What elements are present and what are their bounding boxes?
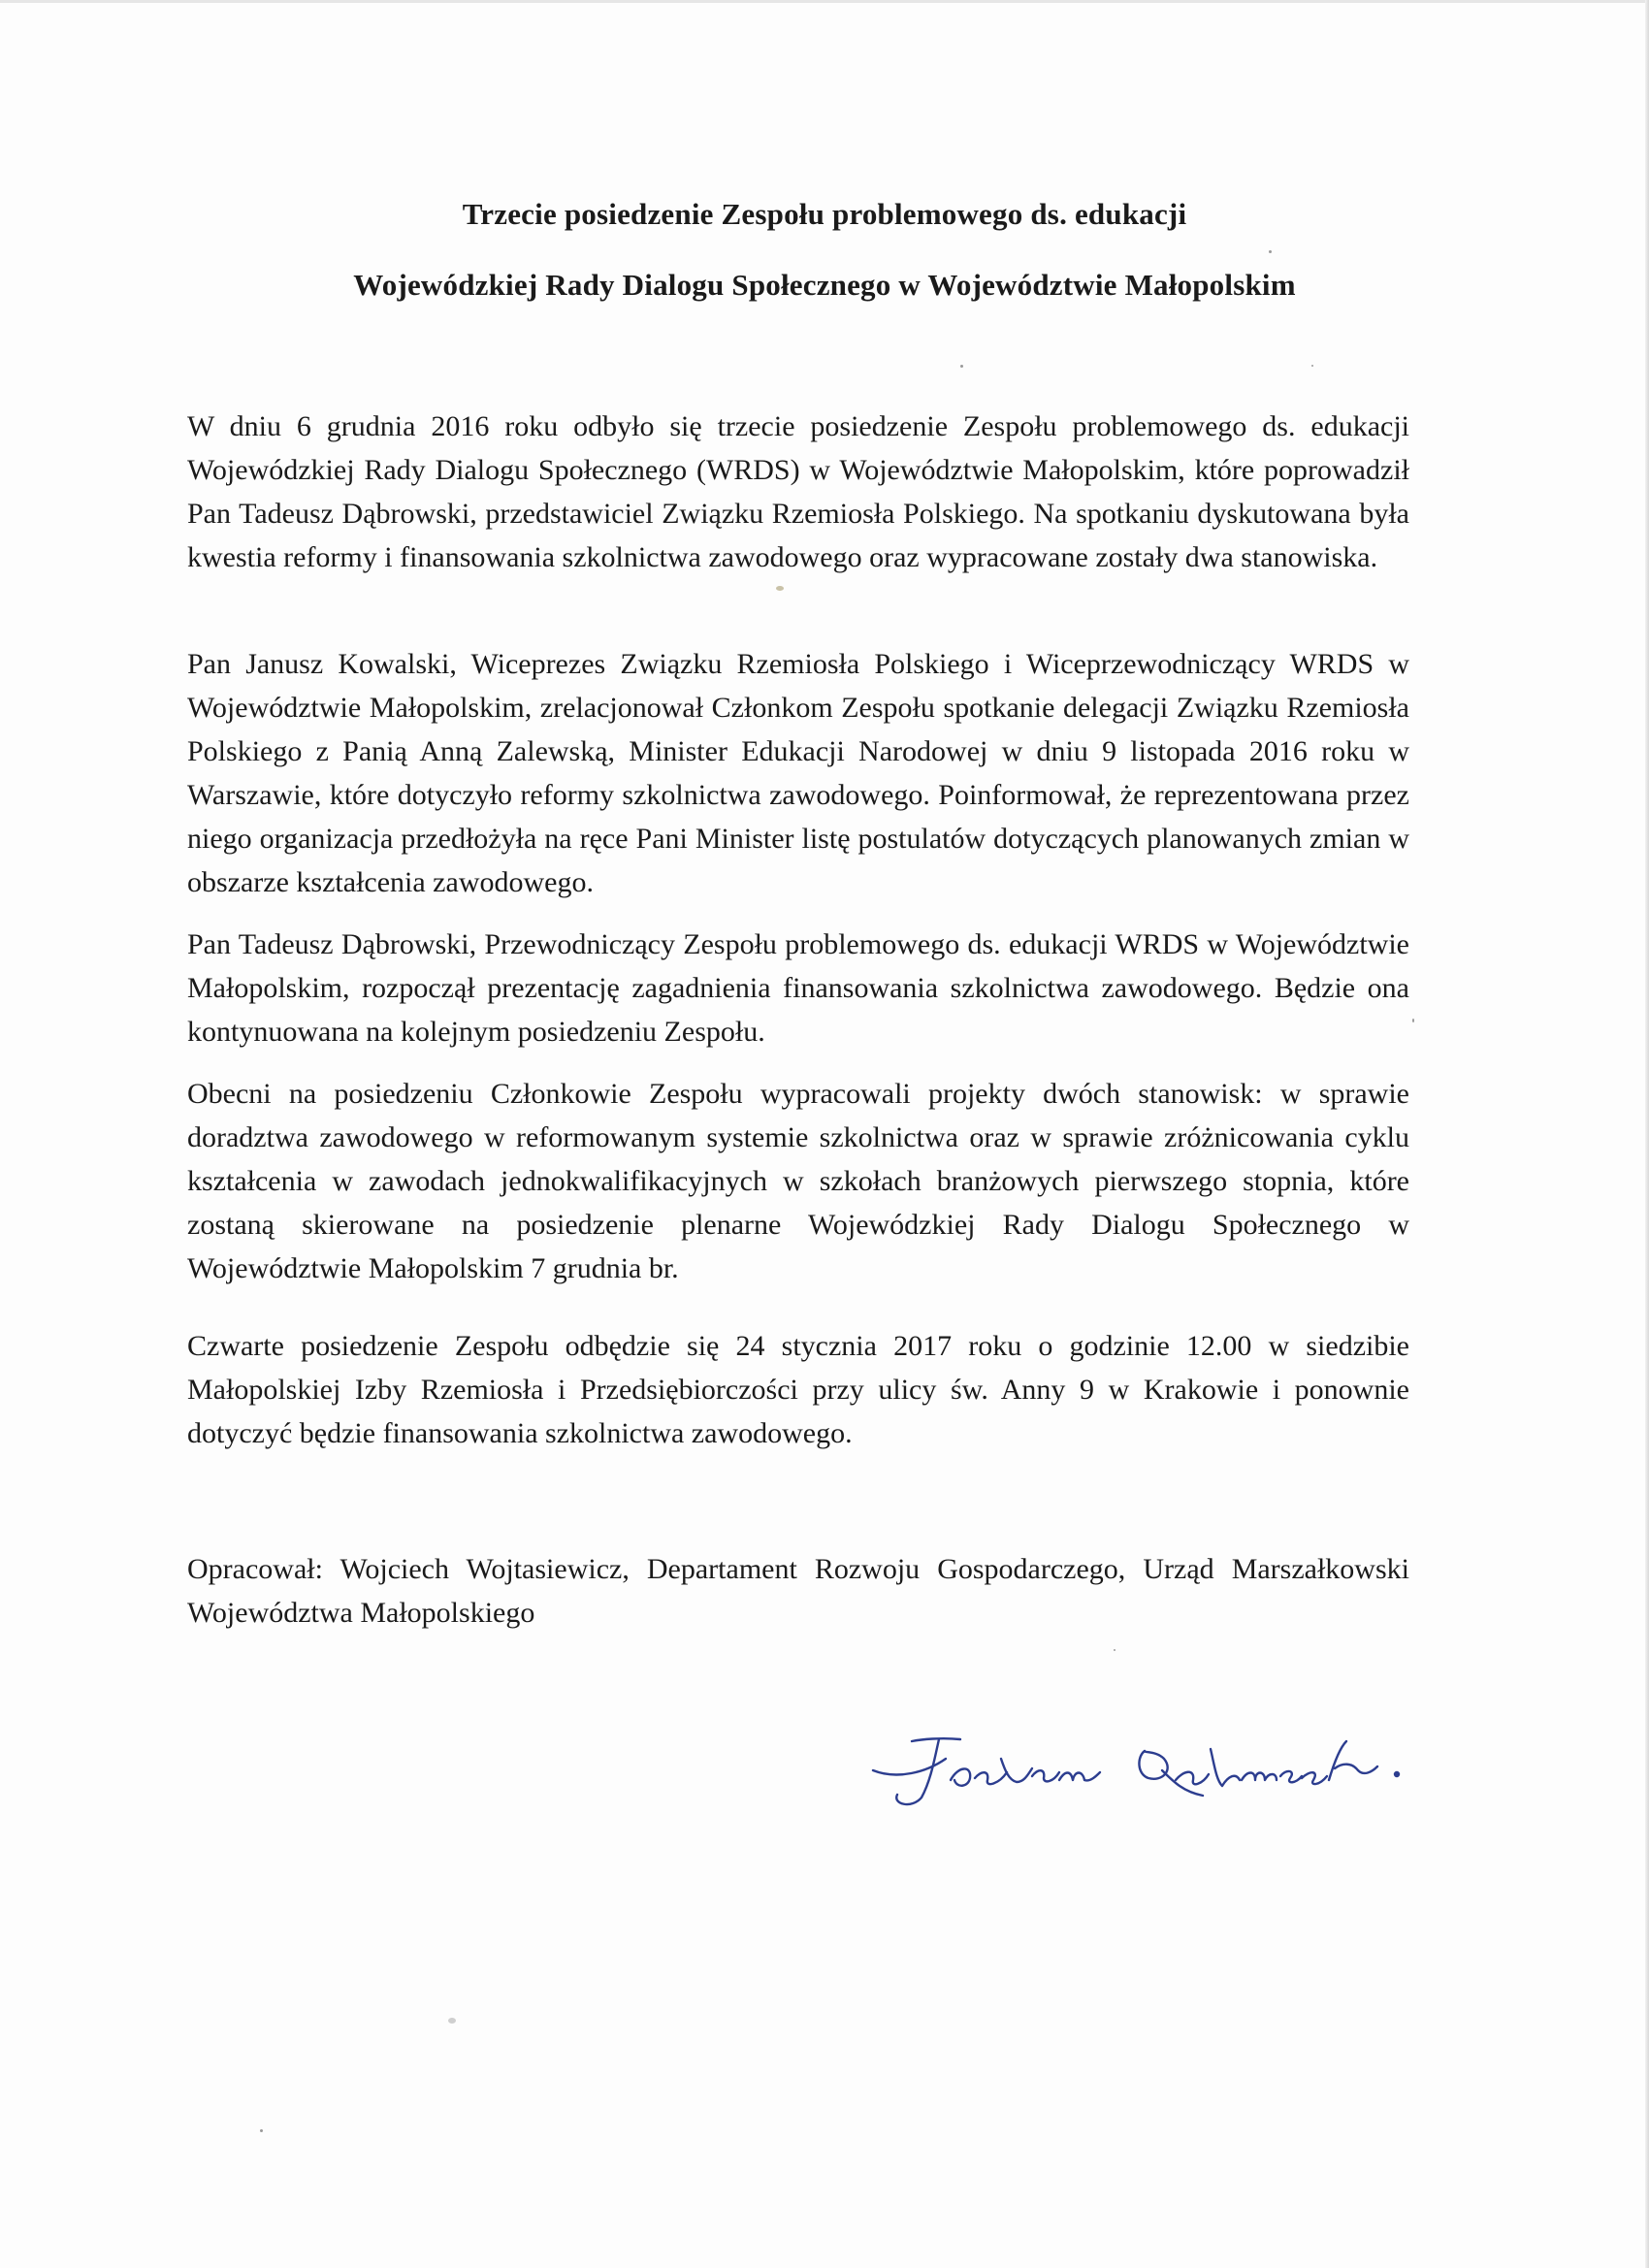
scan-speck: [776, 586, 784, 591]
paragraph-prepared-by: Opracował: Wojciech Wojtasiewicz, Departament Rozwoju Gospodarczego, Urząd Marszałkowski Województwa Małopolskiego: [187, 1553, 1409, 1629]
scan-speck: [448, 2018, 456, 2024]
scan-speck: [960, 365, 963, 368]
paragraph-kowalski-report: Pan Janusz Kowalski, Wiceprezes Związku Rzemiosła Polskiego i Wiceprzewodniczący WRDS w Województwie Małopolskim, zrelacjonował Członkom Zespołu spotkanie delegacji Związku Rzemiosła Polskiego z Panią Anną Zalewską, Minister Edukacji Narodowej w dniu 9 listopada 2016 roku w Warszawie, które dotyczyło reformy szkolnictwa zawodowego. Poinformował, że reprezentowana przez niego organizacja przedłożyła na ręce Pani Minister listę postulatów dotyczących planowanych zmian w obszarze kształcenia zawodowego.: [187, 648, 1409, 898]
paragraph-dabrowski-presentation: Pan Tadeusz Dąbrowski, Przewodniczący Zespołu problemowego ds. edukacji WRDS w Województwie Małopolskim, rozpoczął prezentację zagadnienia finansowania szkolnictwa zawodowego. Będzie ona kontynuowana na kolejnym posiedzeniu Zespołu.: [187, 928, 1409, 1048]
paragraph-draft-positions: Obecni na posiedzeniu Członkowie Zespołu wypracowali projekty dwóch stanowisk: w sprawie doradztwa zawodowego w reformowanym systemie szkolnictwa oraz w sprawie zróżnicowania cyklu kształcenia w zawodach jednokwalifikacyjnych w szkołach branżowych pierwszego stopnia, które zostaną skierowane na posiedzenie plenarne Wojewódzkiej Rady Dialogu Społecznego w Województwie Małopolskim 7 grudnia br.: [187, 1078, 1409, 1284]
document-title-line-1: Trzecie posiedzenie Zespołu problemowego ds. edukacji: [462, 197, 1187, 231]
document-title-line-2: Wojewódzkiej Rady Dialogu Społecznego w Województwie Małopolskim: [353, 268, 1296, 302]
scan-right-edge: [1645, 0, 1649, 2268]
paragraph-meeting-summary: W dniu 6 grudnia 2016 roku odbyło się trzecie posiedzenie Zespołu problemowego ds. edukacji Wojewódzkiej Rady Dialogu Społecznego (WRDS) w Województwie Małopolskim, które poprowadził Pan Tadeusz Dąbrowski, przedstawiciel Związku Rzemiosła Polskiego. Na spotkaniu dyskutowana była kwestia reformy i finansowania szkolnictwa zawodowego oraz wypracowane zostały dwa stanowiska.: [187, 410, 1409, 573]
scan-speck: [1311, 365, 1313, 367]
handwritten-signature: [854, 1712, 1416, 1819]
scan-speck: [1269, 250, 1272, 253]
scan-speck: [260, 2129, 263, 2132]
scan-speck: [1114, 1649, 1116, 1651]
scan-top-edge: [0, 0, 1649, 3]
scan-speck: [1412, 1019, 1414, 1022]
paragraph-next-meeting: Czwarte posiedzenie Zespołu odbędzie się 24 stycznia 2017 roku o godzinie 12.00 w siedzibie Małopolskiej Izby Rzemiosła i Przedsiębiorczości przy ulicy św. Anny 9 w Krakowie i ponownie dotyczyć będzie finansowania szkolnictwa zawodowego.: [187, 1330, 1409, 1449]
